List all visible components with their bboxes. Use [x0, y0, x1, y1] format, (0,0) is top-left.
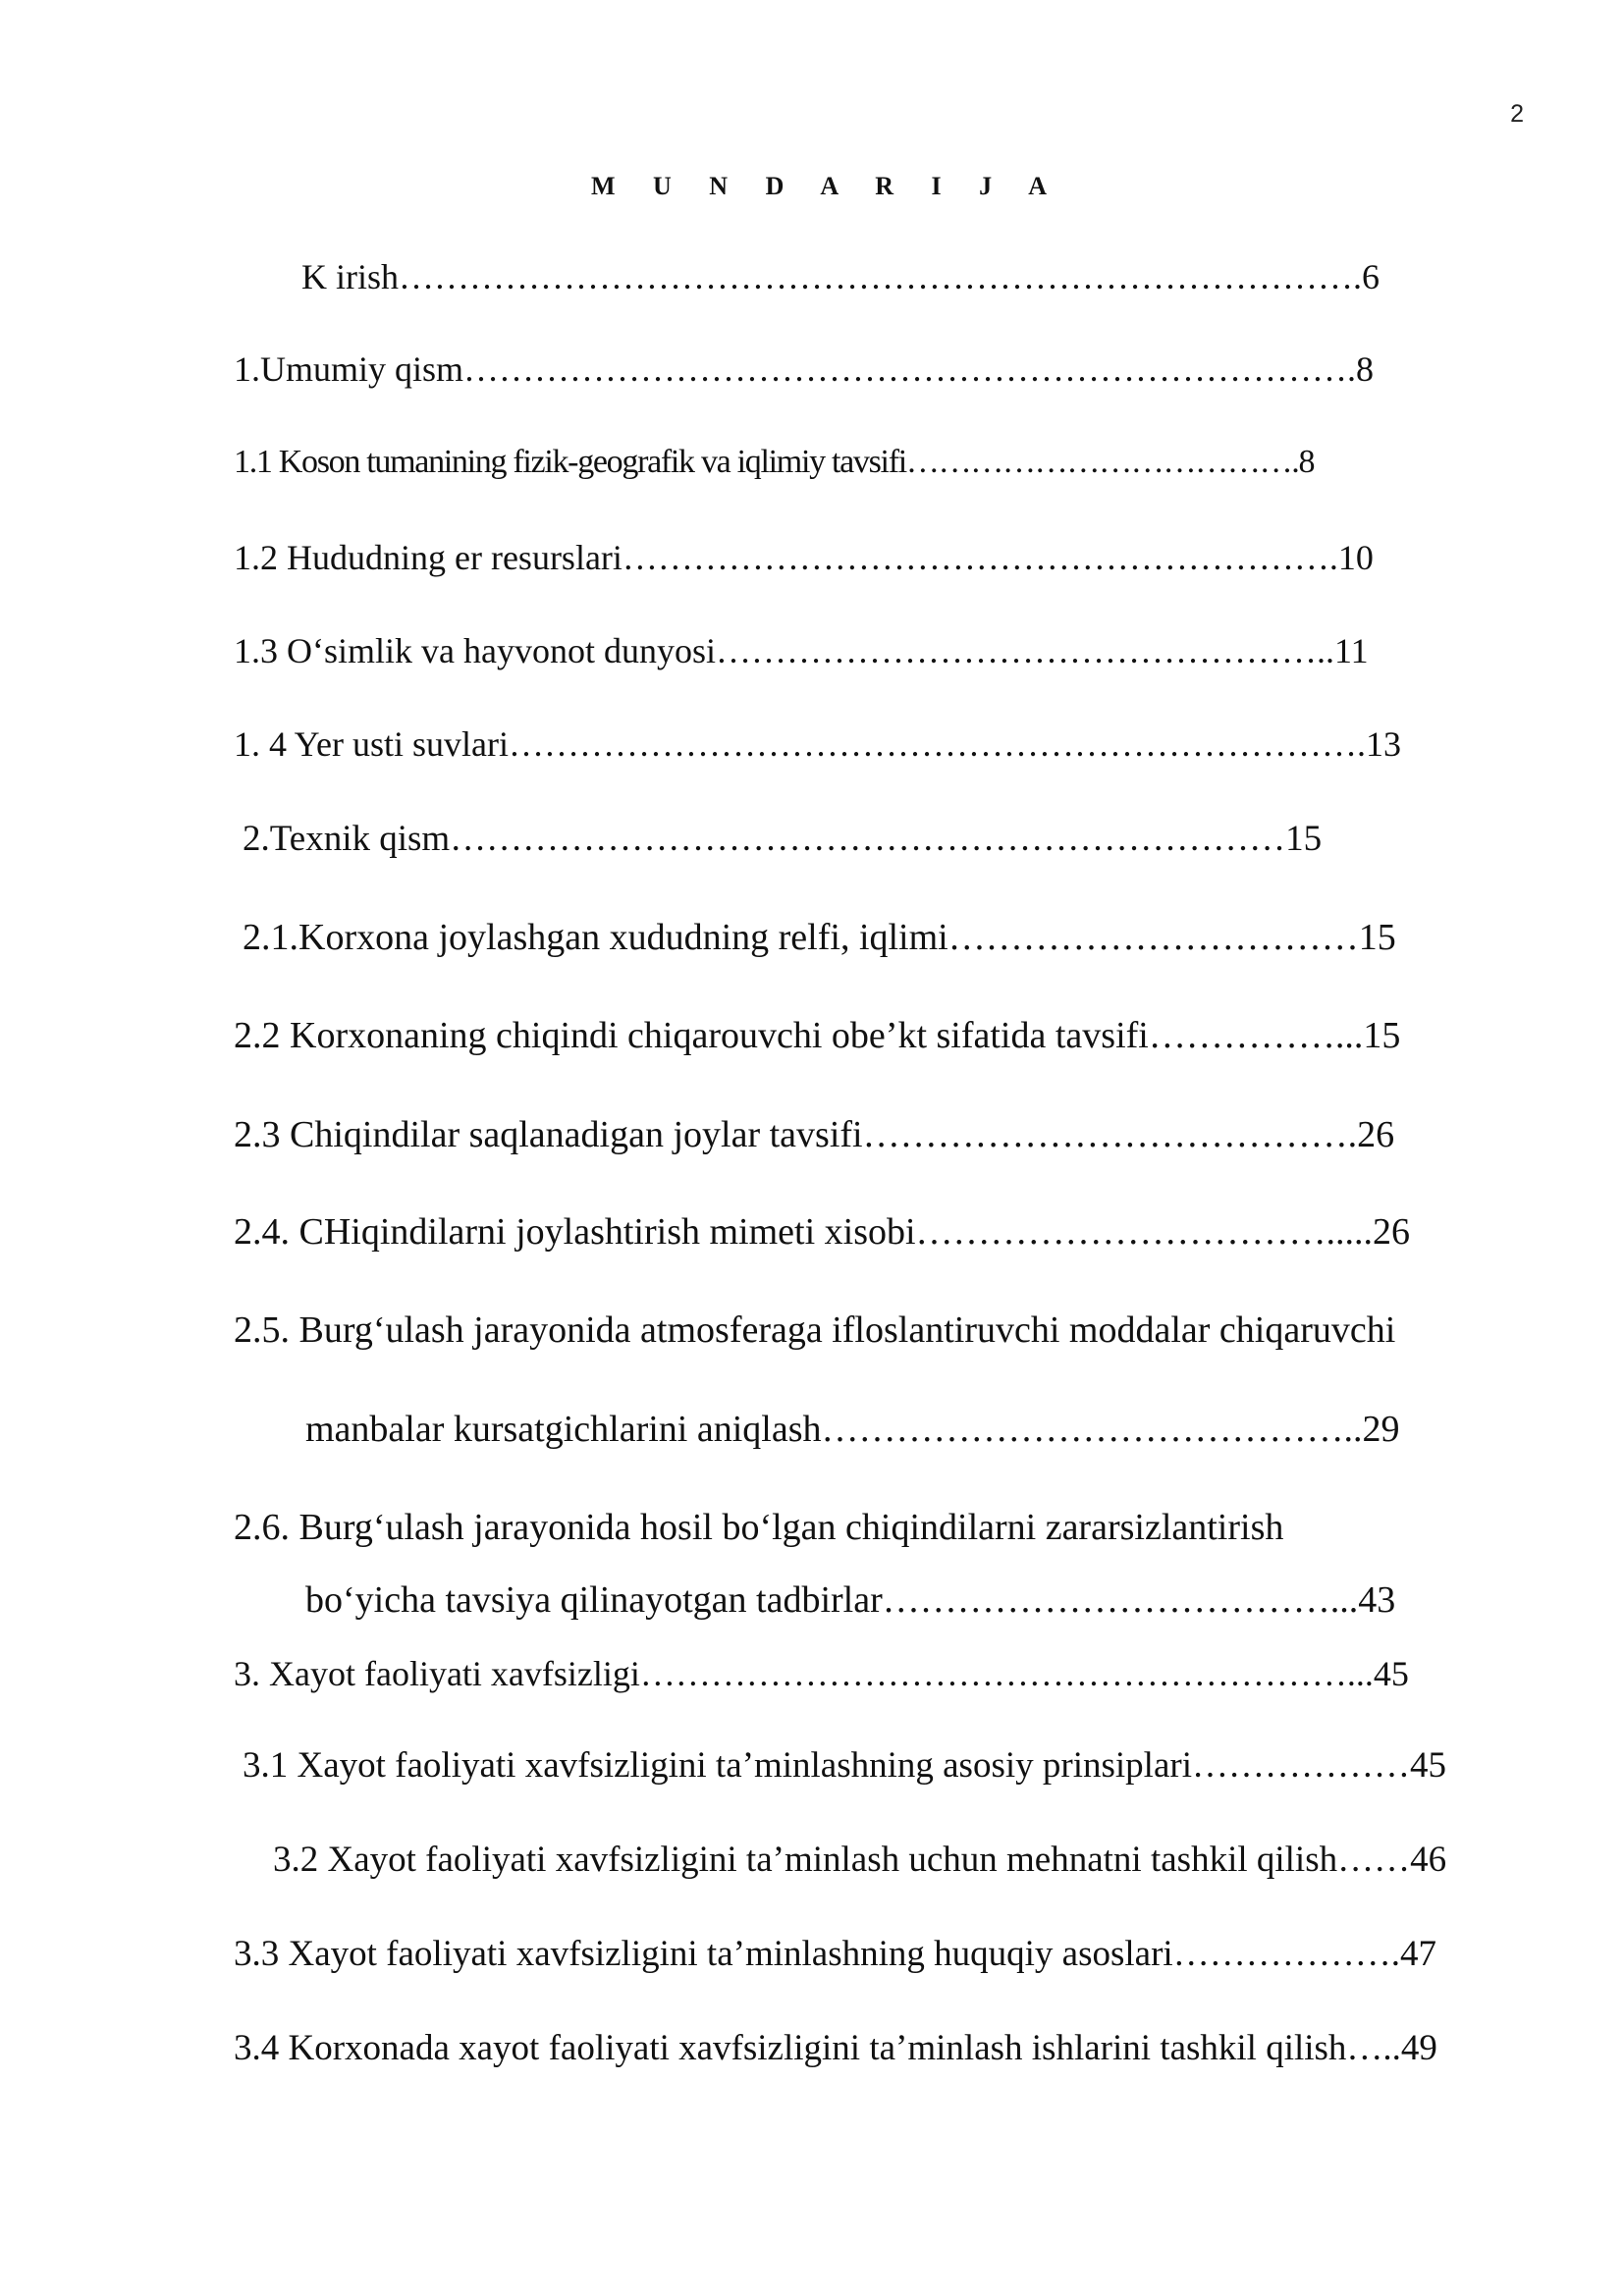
- toc-entry-2-4[interactable]: [234, 1213, 1410, 1251]
- toc-entry-2-6-continued[interactable]: [305, 1581, 1395, 1619]
- toc-entry-text: K irish……………………………………………………………………….6: [301, 257, 1380, 296]
- toc-entry-text: 2.4. CHiqindilarni joylashtirish mimeti xisobi…………………………….....26: [234, 1211, 1411, 1253]
- toc-entry-2-5-continued[interactable]: [305, 1411, 1400, 1448]
- toc-entry-3-3[interactable]: [234, 1936, 1436, 1972]
- toc-entry-text: 3.1 Xayot faoliyati xavfsizligini ta’minlashning asosiy prinsiplari………………45: [243, 1745, 1446, 1786]
- toc-entry-text: 2.5. Burg‘ulash jarayonida atmosferaga ifloslantiruvchi moddalar chiqaruvchi: [234, 1309, 1396, 1351]
- toc-entry-3[interactable]: [234, 1656, 1409, 1691]
- toc-entry-text: 3.4 Korxonada xayot faoliyati xavfsizligini ta’minlash ishlarini tashkil qilish…..49: [234, 2028, 1437, 2068]
- toc-entry-3-1[interactable]: [243, 1747, 1446, 1784]
- toc-entry-2[interactable]: [243, 821, 1322, 857]
- toc-entry-2-3[interactable]: [234, 1116, 1394, 1153]
- toc-entry-text: 1.2 Hududning er resurslari…………………………………………………….10: [234, 538, 1374, 577]
- toc-entry-text: 2.3 Chiqindilar saqlanadigan joylar tavsifi………………………………….26: [234, 1114, 1395, 1155]
- toc-entry-text: 3.2 Xayot faoliyati xavfsizligini ta’minlash uchun mehnatni tashkil qilish……46: [273, 1840, 1447, 1880]
- toc-entry-3-4[interactable]: [234, 2030, 1437, 2066]
- toc-entry-2-6[interactable]: [234, 1509, 1283, 1546]
- toc-entry-text: 1. 4 Yer usti suvlari……………………………………………………………….13: [234, 724, 1402, 764]
- toc-entry-text: 2.1.Korxona joylashgan xududning relfi, iqlimi……………………………15: [243, 917, 1396, 958]
- toc-entry-text: 1.3 O‘simlik va hayvonot dunyosi……………………………………………..11: [234, 631, 1369, 670]
- toc-title: M U N D A R I J A: [590, 172, 1062, 200]
- toc-entry-1-2[interactable]: [234, 540, 1374, 575]
- toc-entry-text: bo‘yicha tavsiya qilinayotgan tadbirlar………………………………...43: [305, 1579, 1396, 1621]
- toc-entry-text: 3.3 Xayot faoliyati xavfsizligini ta’minlashning huquqiy asoslari……………….47: [234, 1934, 1436, 1974]
- toc-entry-1-4[interactable]: [234, 726, 1401, 762]
- page-number: 2: [1510, 100, 1524, 128]
- toc-entry-2-2[interactable]: [234, 1017, 1400, 1054]
- toc-entry-text: 2.2 Korxonaning chiqindi chiqarouvchi obe’kt sifatida tavsifi……………...15: [234, 1015, 1401, 1056]
- toc-entry-text: 1.1 Koson tumanining fizik-geografik va iqlimiy tavsifi……………………………….8: [234, 444, 1315, 480]
- toc-entry-text: manbalar kursatgichlarini aniqlash……………………………………..29: [305, 1409, 1400, 1450]
- toc-entry-text: 1.Umumiy qism………………………………………………………………….8: [234, 349, 1375, 389]
- toc-entry-2-5[interactable]: [234, 1311, 1395, 1349]
- toc-entry-text: 2.Texnik qism……………………………………………………………15: [243, 819, 1323, 859]
- toc-entry-text: 2.6. Burg‘ulash jarayonida hosil bo‘lgan chiqindilarni zararsizlantirish: [234, 1507, 1284, 1548]
- toc-entry-3-2[interactable]: [273, 1842, 1446, 1878]
- toc-entry-1-1[interactable]: [234, 446, 1314, 479]
- toc-entry-text: 3. Xayot faoliyati xavfsizligi……………………………………………………...45: [234, 1654, 1409, 1693]
- toc-entry-1[interactable]: [234, 351, 1374, 387]
- toc-entry-1-3[interactable]: [234, 633, 1369, 668]
- toc-entry-2-1[interactable]: [243, 919, 1396, 956]
- toc-entry-kirish[interactable]: [301, 259, 1380, 294]
